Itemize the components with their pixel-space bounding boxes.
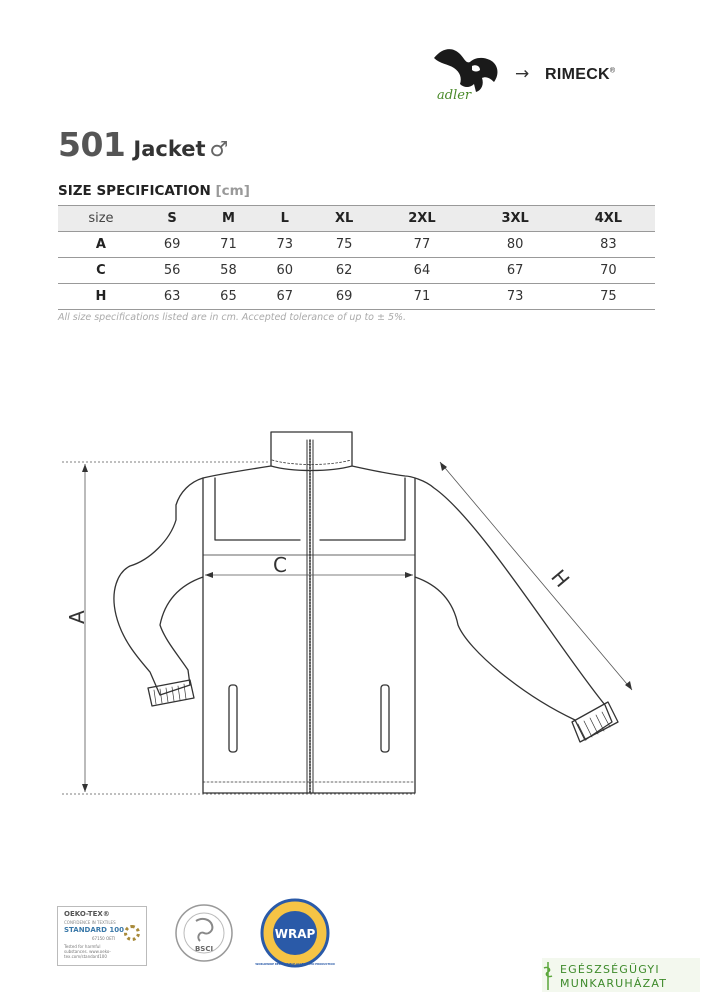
- rimeck-registered-mark: ®: [609, 67, 616, 75]
- measure-c-arrow-left: [205, 572, 213, 578]
- table-cell: 69: [144, 232, 200, 258]
- table-cell: 77: [375, 232, 468, 258]
- wrap-ring-text: WORLDWIDE RESPONSIBLE ACCREDITED PRODUCTION: [255, 963, 335, 966]
- egeszseg-line2: MUNKARUHÁZAT: [560, 977, 668, 990]
- product-name: Jacket: [133, 137, 206, 161]
- wrap-label: WRAP: [274, 927, 316, 941]
- measure-a-label: A: [65, 610, 89, 624]
- oeko-standard: STANDARD 100: [64, 926, 125, 934]
- size-spec-heading: [58, 183, 250, 199]
- egeszseg-line1: EGÉSZSÉGÜGYI: [560, 963, 660, 976]
- column-header: 4XL: [562, 206, 655, 232]
- tolerance-note: All size specifications listed are in cm. Accepted tolerance of up to ± 5%.: [58, 312, 407, 323]
- table-row: [58, 258, 655, 284]
- column-header: 3XL: [469, 206, 562, 232]
- table-cell: 63: [144, 284, 200, 310]
- wrap-badge: [255, 898, 335, 968]
- rimeck-logo: [545, 66, 615, 84]
- arrow-right-icon: →: [515, 64, 530, 84]
- jacket-body: [114, 466, 612, 793]
- table-cell: 80: [469, 232, 562, 258]
- table-cell: 58: [200, 258, 256, 284]
- column-header: L: [257, 206, 313, 232]
- bsci-badge: [174, 903, 234, 963]
- measure-h-line: [440, 462, 632, 690]
- measure-c-label: C: [273, 553, 287, 577]
- oeko-note: Tested for harmful substances. www.oeko-tex.com/standard100: [64, 944, 111, 959]
- row-label: H: [58, 284, 144, 310]
- oeko-tex-badge: [57, 906, 147, 966]
- adler-wordmark: adler: [437, 88, 472, 103]
- table-cell: 56: [144, 258, 200, 284]
- table-cell: 83: [562, 232, 655, 258]
- table-cell: 71: [375, 284, 468, 310]
- measure-h-label: H: [546, 564, 575, 592]
- table-cell: 69: [313, 284, 375, 310]
- product-number: 501: [58, 125, 126, 164]
- oeko-title: OEKO-TEX®: [64, 910, 110, 918]
- column-header: S: [144, 206, 200, 232]
- column-header: size: [58, 206, 144, 232]
- size-spec-title: SIZE SPECIFICATION: [58, 183, 211, 199]
- table-cell: 75: [562, 284, 655, 310]
- table-row: [58, 284, 655, 310]
- table-cell: 65: [200, 284, 256, 310]
- size-spec-unit: [cm]: [215, 183, 250, 199]
- oeko-sun-icon: [124, 925, 140, 941]
- jacket-diagram: [50, 410, 660, 810]
- oeko-subtitle: CONFIDENCE IN TEXTILES: [64, 920, 116, 925]
- egeszsegugyi-munkaruhazat-logo: [542, 950, 702, 998]
- measure-a-arrow-bottom: [82, 784, 88, 792]
- table-cell: 64: [375, 258, 468, 284]
- row-label: C: [58, 258, 144, 284]
- table-cell: 75: [313, 232, 375, 258]
- pocket-left: [229, 685, 237, 752]
- table-cell: 62: [313, 258, 375, 284]
- rimeck-wordmark: RIMECK: [545, 66, 610, 83]
- size-table-header-row: [58, 206, 655, 232]
- table-cell: 73: [257, 232, 313, 258]
- oeko-code: 67150 OETI: [92, 936, 116, 941]
- product-title: [58, 125, 228, 164]
- yoke-left: [215, 478, 300, 540]
- measure-c-arrow-right: [405, 572, 413, 578]
- table-cell: 73: [469, 284, 562, 310]
- column-header: XL: [313, 206, 375, 232]
- table-cell: 67: [257, 284, 313, 310]
- table-cell: 70: [562, 258, 655, 284]
- table-cell: 67: [469, 258, 562, 284]
- size-table: [58, 205, 655, 310]
- column-header: M: [200, 206, 256, 232]
- measure-a-arrow-top: [82, 464, 88, 472]
- table-cell: 71: [200, 232, 256, 258]
- table-cell: 60: [257, 258, 313, 284]
- bsci-label: BSCI: [194, 945, 214, 953]
- yoke-right: [320, 478, 405, 540]
- table-row: [58, 232, 655, 258]
- male-icon: ♂: [209, 137, 229, 161]
- jacket-collar-stitch: [272, 460, 351, 465]
- row-label: A: [58, 232, 144, 258]
- column-header: 2XL: [375, 206, 468, 232]
- pocket-right: [381, 685, 389, 752]
